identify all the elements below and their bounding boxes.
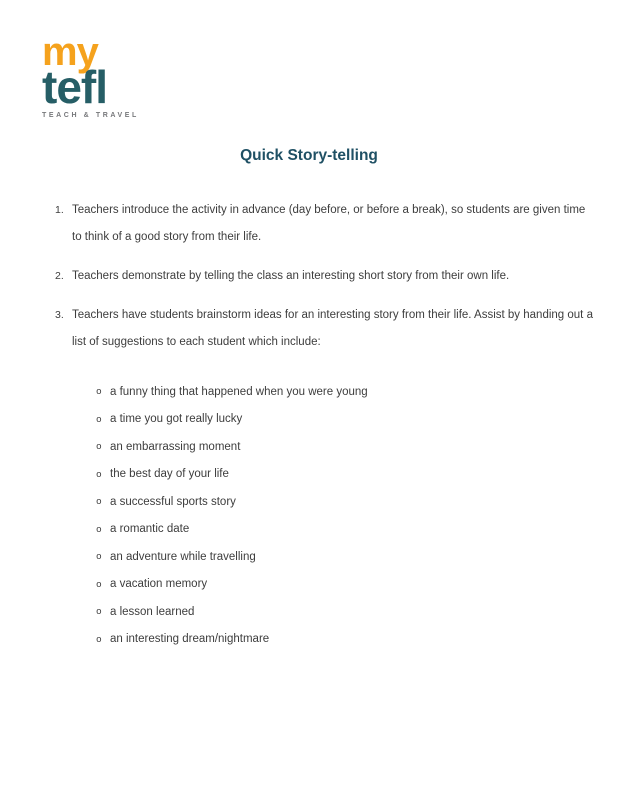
- item-text: [72, 263, 509, 290]
- item-text-line: list of suggestions to each student which include:: [72, 336, 321, 348]
- suggestion-text: a romantic date: [110, 523, 190, 536]
- list-item-2: [55, 263, 618, 290]
- suggestion-item: [96, 571, 618, 599]
- item-text-line: Teachers demonstrate by telling the class an interesting short story from their own life.: [72, 270, 510, 282]
- suggestion-item: [96, 461, 618, 489]
- suggestion-item: [96, 406, 618, 434]
- suggestion-text: an interesting dream/nightmare: [110, 633, 270, 646]
- suggestion-text: a vacation memory: [110, 578, 208, 591]
- item-number: 1.: [55, 204, 64, 216]
- page-title: Quick Story-telling: [240, 147, 378, 164]
- numbered-list: [55, 197, 618, 653]
- bullet-marker: o: [96, 496, 102, 508]
- list-item-3: [55, 302, 618, 356]
- item-number: 3.: [55, 309, 64, 321]
- suggestion-item: [96, 433, 618, 461]
- suggestion-text: a successful sports story: [110, 495, 236, 508]
- bullet-marker: o: [96, 633, 102, 645]
- bullet-marker: o: [96, 413, 102, 425]
- list-item-1: [55, 197, 618, 251]
- mytefl-logo: [42, 30, 618, 119]
- bullet-marker: o: [96, 606, 102, 618]
- item-text: [72, 302, 593, 356]
- item-number: 2.: [55, 270, 64, 282]
- logo-word-tefl: tefl: [42, 61, 107, 113]
- suggestion-item: [96, 516, 618, 544]
- logo-tagline: TEACH & TRAVEL: [42, 112, 139, 119]
- suggestion-text: a time you got really lucky: [110, 413, 243, 426]
- item-text-line: Teachers introduce the activity in advance (day before, or before a break), so students are given time: [72, 204, 586, 216]
- logo-word-my: my: [42, 30, 98, 74]
- suggestion-item: [96, 378, 618, 406]
- suggestion-text: an adventure while travelling: [110, 550, 256, 563]
- item-text-line: Teachers have students brainstorm ideas for an interesting story from their life. Assist by handing out a: [72, 309, 593, 321]
- suggestion-text: a funny thing that happened when you were young: [110, 385, 368, 398]
- bullet-marker: o: [96, 523, 102, 535]
- suggestion-item: [96, 626, 618, 654]
- bullet-marker: o: [96, 551, 102, 563]
- suggestion-item: [96, 543, 618, 571]
- suggestion-text: the best day of your life: [110, 468, 229, 481]
- bullet-marker: o: [96, 386, 102, 398]
- suggestion-text: a lesson learned: [110, 605, 195, 618]
- bullet-marker: o: [96, 578, 102, 590]
- bullet-marker: o: [96, 441, 102, 453]
- suggestion-item: [96, 598, 618, 626]
- suggestion-item: [96, 488, 618, 516]
- item-text-line: to think of a good story from their life.: [72, 231, 262, 243]
- suggestion-list: [55, 378, 618, 653]
- item-text: [72, 197, 585, 251]
- suggestion-text: an embarrassing moment: [110, 440, 241, 453]
- bullet-marker: o: [96, 468, 102, 480]
